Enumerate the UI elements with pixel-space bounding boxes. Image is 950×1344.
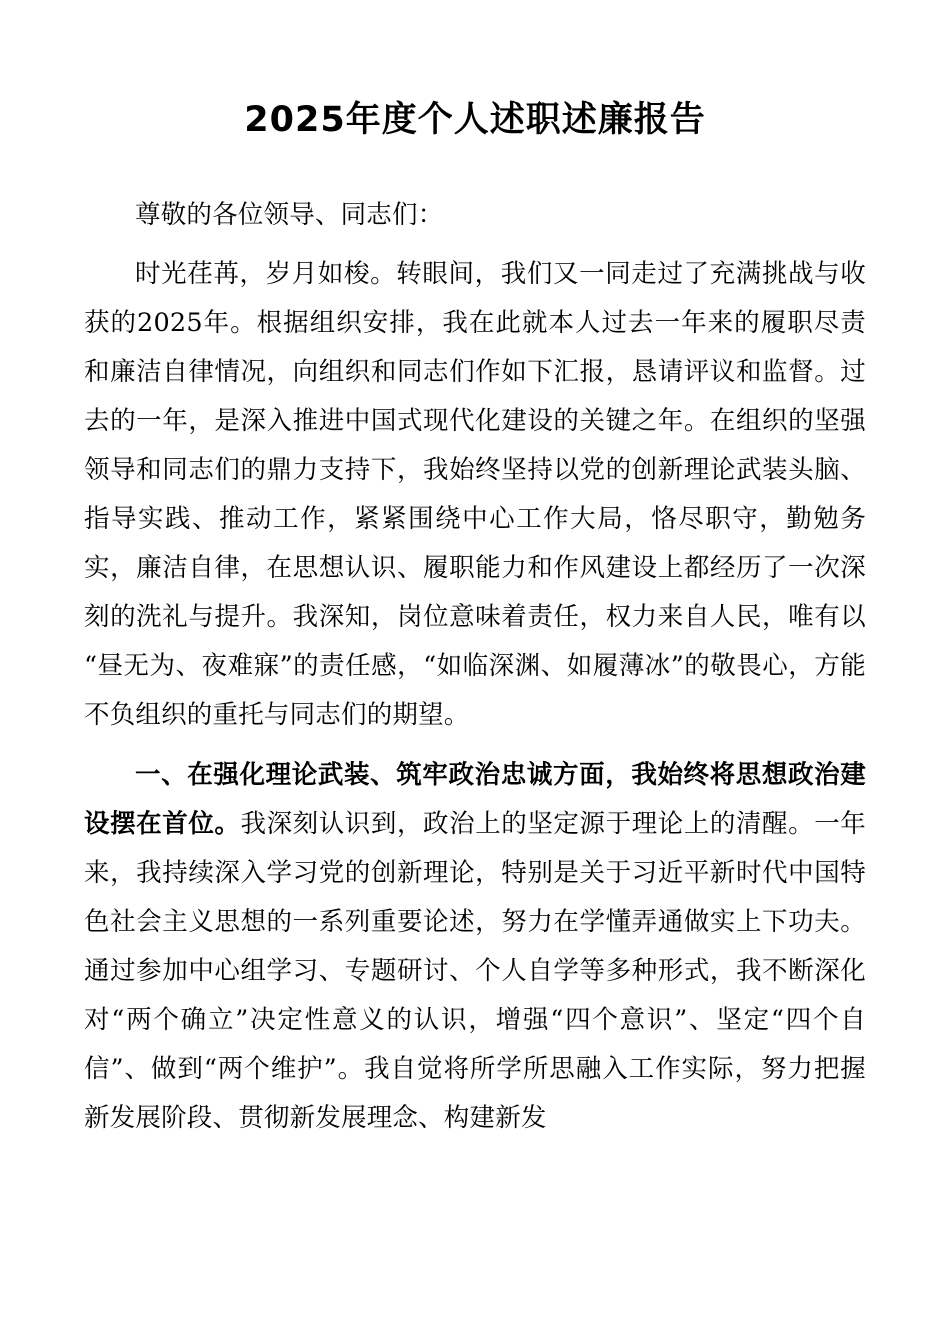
page-title: 2025年度个人述职述廉报告 (244, 100, 706, 140)
section-one-heading: 一、在强化理论武装、筑牢政治忠诚方面，我始终将思想政治建设摆在首位。 (84, 760, 866, 840)
salutation-paragraph: 尊敬的各位领导、同志们： (135, 200, 444, 230)
body-paragraph-1: 时光荏苒，岁月如梭。转眼间，我们又一同走过了充满挑战与收获的2025年。根据组织安排，我在此就本人过去一年来的履职尽责和廉洁自律情况，向组织和同志们作如下汇报，恳请评议和监督。过去的一年，是深入推进中国式现代化建设的关键之年。在组织的坚强领导和同志们的鼎力支持下，我始终坚持以党的创新理论武装头脑、指导实践、推动工作，紧紧围绕中心工作大局，恪尽职守，勤勉务实，廉洁自律，在思想认识、履职能力和作风建设上都经历了一次深刻的洗礼与提升。我深知，岗位意味着责任，权力来自人民，唯有以“昼无为、夜难寐”的责任感，“如临深渊、如履薄冰”的敬畏心，方能不负组织的重托与同志们的期望。 (84, 258, 866, 730)
section-one-body: 我深刻认识到，政治上的坚定源于理论上的清醒。一年来，我持续深入学习党的创新理论，特别是关于习近平新时代中国特色社会主义思想的一系列重要论述，努力在学懂弄通做实上下功夫。通过参加中心组学习、专题研讨、个人自学等多种形式，我不断深化对“两个确立”决定性意义的认识，增强“四个意识”、坚定“四个自信”、做到“两个维护”。我自觉将所学所思融入工作实际，努力把握新发展阶段、贯彻新发展理念、构建新发 (84, 809, 866, 1134)
section-one-paragraph (84, 751, 866, 1143)
